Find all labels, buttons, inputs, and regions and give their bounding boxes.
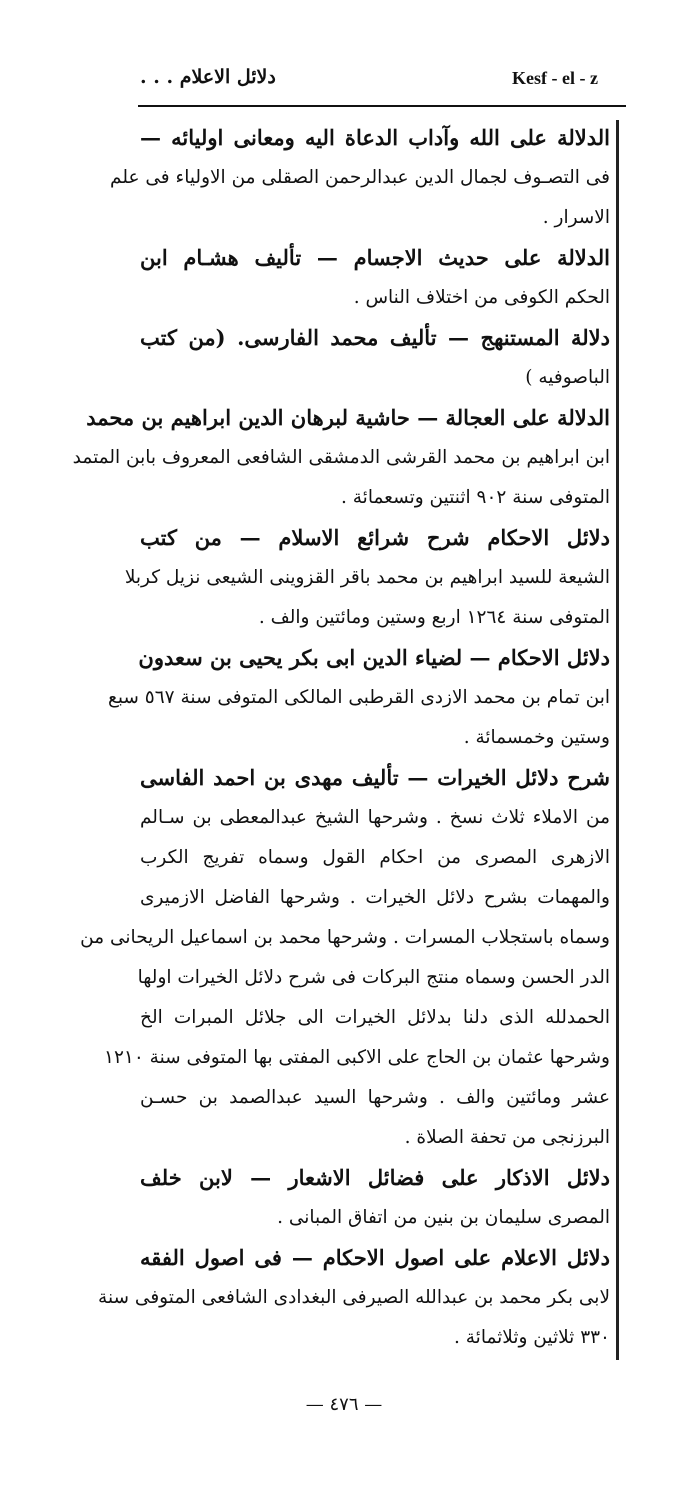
entry-dalail-al-ahkam-sharh [124,518,610,638]
entry-dalala-ala-allah [110,118,610,238]
entry-text-line: وستين وخمسمائة . [463,727,610,748]
entry-text-line: ابن تمام بن محمد الازدى القرطبى المالكى المتوفى سنة ٥٦٧ سبع [107,687,610,708]
entry-sharh-dalail-al-khayrat [80,758,610,1158]
entry-text-line: الحكم الكوفى من اختلاف الناس . [353,287,610,308]
entry-text-line: المصرى سليمان بن بنين من اتفاق المبانى . [277,1207,610,1228]
entry-dalail-al-ilam [98,1238,610,1358]
entry-heading-line: دلائل الاعلام على اصول الاحكام — فى اصول الفقه [140,1245,610,1270]
entry-heading-line: دلائل الاحكام — لضياء الدين ابى بكر يحيى بن سعدون [138,645,610,670]
page-number: — ٤٧٦ — [305,1394,383,1415]
entry-text-line: الباصوفيه ) [525,367,610,388]
header-rule [138,105,626,107]
entry-heading-line: دلالة المستنهج — تأليف محمد الفارسى. (من كتب [140,325,610,350]
entry-dalail-al-ahkam [107,638,610,758]
entry-ala-al-ujala [72,398,610,518]
entry-text-line: فى التصـوف لجمال الدين عبدالرحمن الصقلى من الاولياء فى علم [110,167,610,188]
entry-hadith-al-ajsam [140,238,610,318]
entry-text-line: المتوفى سنة ١٢٦٤ اربع وستين ومائتين والف . [258,607,610,628]
entry-dalail-al-adhkar [140,1158,610,1238]
entry-text-line: الشيعة للسيد ابراهيم بن محمد باقر القزوينى الشيعى نزيل كربلا [124,567,610,588]
entry-text-line: الحمدلله الذى دلنا بدلائل الخيرات الى جلائل المبرات الخ [140,1007,610,1028]
entry-heading-line: دلائل الاذكار على فضائل الاشعار — لابن خلف [140,1165,610,1190]
entry-heading-line: الدلالة على العجالة — حاشية لبرهان الدين ابراهيم بن محمد [86,405,610,430]
entry-text-line: المتوفى سنة ٩٠٢ اثنتين وتسعمائة . [340,487,610,508]
entry-heading-line: الدلالة على حديث الاجسام — تأليف هشـام ابن [140,245,610,270]
entry-text-line: والمهمات بشرح دلائل الخيرات . وشرحها الفاضل الازميرى [140,887,610,908]
running-title-latin: Kesf - el - z [512,68,598,88]
entries-column [72,118,610,1358]
entry-heading-line: دلائل الاحكام شرح شرائع الاسلام — من كتب [140,525,610,550]
running-title: دلائل الاعلام . . . [140,66,276,88]
entry-dalalat-al-mustanhaj [140,318,610,398]
entry-text-line: من الاملاء ثلاث نسخ . وشرحها الشيخ عبدالمعطى بن سـالم [140,807,610,828]
entry-text-line: ابن ابراهيم بن محمد القرشى الدمشقى الشافعى المعروف بابن المتمد [72,447,610,468]
entry-text-line: عشر ومائتين والف . وشرحها السيد عبدالصمد بن حسـن [140,1087,610,1108]
entry-text-line: الازهرى المصرى من احكام القول وسماه تفريج الكرب [140,847,610,868]
entry-text-line: البرزنجى من تحفة الصلاة . [404,1127,610,1148]
entry-heading-line: شرح دلائل الخيرات — تأليف مهدى بن احمد الفاسى [140,765,610,790]
entry-text-line: ٣٣٠ ثلاثين وثلاثمائة . [453,1327,610,1348]
entry-heading-line: الدلالة على الله وآداب الدعاة اليه ومعانى اوليائه — [140,125,610,150]
entry-text-line: وشرحها عثمان بن الحاج على الاكبى المفتى بها المتوفى سنة ١٢١٠ [104,1047,610,1068]
entry-text-line: وسماه باستجلاب المسرات . وشرحها محمد بن اسماعيل الريحانى من [80,927,610,948]
entry-text-line: الاسرار . [542,207,610,228]
entry-text-line: لابى بكر محمد بن عبدالله الصيرفى البغدادى الشافعى المتوفى سنة [98,1287,610,1308]
entry-text-line: الدر الحسن وسماه منتج البركات فى شرح دلائل الخيرات اولها [137,967,610,988]
margin-rule [616,120,619,1360]
